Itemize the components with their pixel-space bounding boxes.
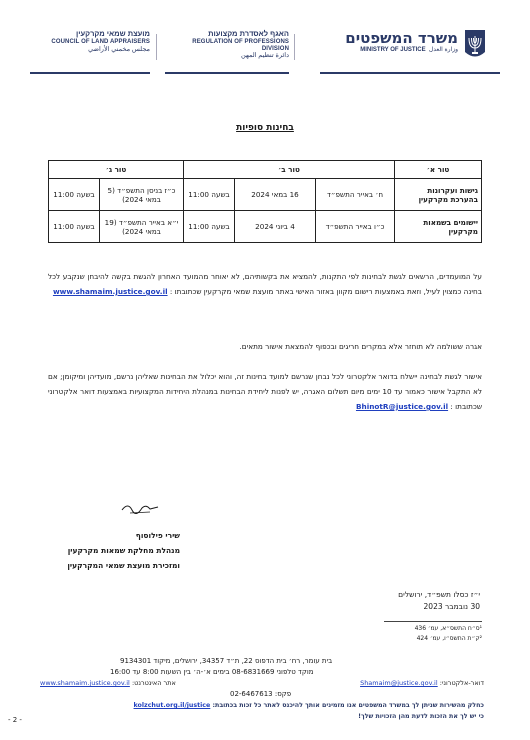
signer-name: שירי פילוסוף	[135, 531, 180, 540]
page-title: בחינות סופיות	[236, 123, 294, 133]
tor-c-date: י״א באייר התשפ״ד (19 במאי 2024)	[100, 211, 184, 243]
header-rule-left	[30, 72, 150, 74]
tor-c-date: כ״ז בניסן התשפ״ד (5 במאי 2024)	[100, 179, 184, 211]
footer-rights-tagline: כי יש לך את הזכות לדעת מהן הזכויות שלך!	[358, 713, 484, 720]
signer-role-1: מנהלת מחלקת שמאות מקרקעין	[67, 546, 180, 555]
exams-email-link[interactable]: BhinotR@justice.gov.il	[355, 402, 449, 411]
tor-b-hebrew-date: כ״ו באייר התשפ״ד	[316, 211, 395, 243]
header-rule-mid	[165, 72, 289, 74]
table-row	[49, 179, 482, 211]
dateline	[320, 589, 480, 613]
paragraph-fee	[48, 339, 482, 354]
council-name-hebrew: מועצת שמאי מקרקעין	[76, 29, 150, 38]
paragraph-registration	[48, 269, 482, 299]
footer-rights-link[interactable]: kolzchut.org.il/justice	[133, 702, 211, 709]
table-header-tor-b: טור ב׳	[184, 161, 395, 179]
division-name-hebrew: האגף לאסדרת מקצועות	[208, 29, 289, 38]
tor-b-time: בשעה 11:00	[184, 179, 235, 211]
header-divider-1	[294, 34, 295, 60]
tor-b-time: בשעה 11:00	[184, 211, 235, 243]
division-name-arabic: دائرة تنظيم المهن	[241, 52, 289, 60]
tor-b-date: 16 במאי 2024	[235, 179, 316, 211]
page-number: - 2 -	[8, 716, 22, 724]
subject-cell: יישומים בשמאות מקרקעין	[395, 211, 482, 243]
footer-address: בית עומר, רח׳ בית הדפוס 22, ת״ד 34357, ירושלים, מיקוד 9134301	[120, 657, 333, 665]
header-divider-2	[156, 34, 157, 60]
hebrew-date: י״ז כסלו תשפ״ד, ירושלים	[398, 590, 480, 599]
table-header-tor-c: טור ג׳	[49, 161, 184, 179]
division-name-english: REGULATION OF PROFESSIONS DIVISION	[192, 38, 289, 52]
footer-rights-row	[40, 700, 484, 711]
tor-c-time: בשעה 11:00	[49, 211, 100, 243]
table-row	[49, 211, 482, 243]
menorah-emblem-icon	[462, 28, 488, 62]
footnotes	[340, 624, 482, 644]
footnote-2: ²ק״ת התשס״ו, עמ׳ 424	[416, 635, 482, 642]
gregorian-date: 30 נובמבר 2023	[423, 602, 480, 611]
footer-contact-row	[40, 678, 484, 689]
header-rule-right	[320, 72, 500, 74]
footer-website-link[interactable]: www.shamaim.justice.gov.il	[40, 679, 130, 687]
council-name-arabic: مجلس مخمني الأراضي	[88, 45, 150, 53]
tor-b-date: 4 ביוני 2024	[235, 211, 316, 243]
footer-phone: מוקד טלפוני 08-6831669 בימים א׳-ה׳ בין השעות 8:00 עד 16:00	[110, 668, 314, 676]
paragraph-registration-text: על המועמדים, הרשאים לגשת לבחינות לפי התקנות, להמציא את בקשותיהם, לא יאוחר מהמועד האחרון להגשת בקשה להיבחן שנקבע לכל בחינה כמצוין לעיל, וזאת באמצעות רישום מקוון באזור האישי באתר מועצת שמאי מקרקעין שכתובתו :	[48, 272, 482, 296]
tor-b-hebrew-date: ח׳ באייר התשפ״ד	[316, 179, 395, 211]
paragraph-confirmation	[48, 369, 482, 414]
registration-site-link[interactable]: www.shamaim.justice.gov.il	[52, 287, 168, 296]
council-block	[30, 30, 150, 53]
footer-email-label: דואר-אלקטרוני:	[439, 679, 484, 687]
paragraph-fee-text: אגרה ששולמה לא תוחזר אלא במקרים חריגים ובכפוף להמצאת אישור מתאים.	[239, 342, 482, 351]
paragraph-confirmation-text: אישור לגשת לבחינה יישלח בדואר אלקטרוני לכל נבחן שנרשם למועד בחינות זה, והוא יכלול את הבחינות שאליהן נרשם, מועדיהן ומיקומן; אם לא התקבל אישור כאמור עד 10 ימים מיום תשלום האגרה, יש לפנות ליחידת הבחינות במנהלת היחידות המקצועיות באמצעות דואר אלקטרוני שכתובתו :	[48, 372, 482, 411]
footnote-1: ¹ס״ח התשס״א, עמ׳ 436	[414, 625, 482, 632]
ministry-block	[320, 30, 458, 54]
footer-rights-text: כחלק מהשירות שניתן לך במשרד המשפטים אנו מזמינים אותך להיכנס לאתר כל זכות בכתובת:	[212, 702, 484, 709]
signature-block	[60, 528, 180, 573]
division-block	[165, 30, 289, 60]
footer-website-label: אתר האינטרנט:	[131, 679, 176, 687]
footer	[40, 656, 484, 722]
ministry-name-arabic: وزارة العدل	[428, 47, 458, 54]
tor-c-time: בשעה 11:00	[49, 179, 100, 211]
handwritten-signature	[120, 498, 160, 518]
signer-role-2: ומזכירת מועצת שמאי המקרקעין	[67, 561, 180, 570]
table-header-tor-a: טור א׳	[395, 161, 482, 179]
council-name-english: COUNCIL OF LAND APPRAISERS	[51, 38, 150, 45]
exam-schedule-table	[48, 160, 482, 243]
ministry-name-english: MINISTRY OF JUSTICE	[360, 47, 426, 54]
subject-cell: גישות ועקרונות בהערכת מקרקעין	[395, 179, 482, 211]
footer-fax: פקס: 02-6467613	[230, 690, 292, 698]
ministry-name-hebrew: משרד המשפטים	[345, 29, 458, 47]
footnote-rule	[384, 621, 482, 622]
footer-email-link[interactable]: Shamaim@justice.gov.il	[360, 679, 438, 687]
table-header-row	[49, 161, 482, 179]
